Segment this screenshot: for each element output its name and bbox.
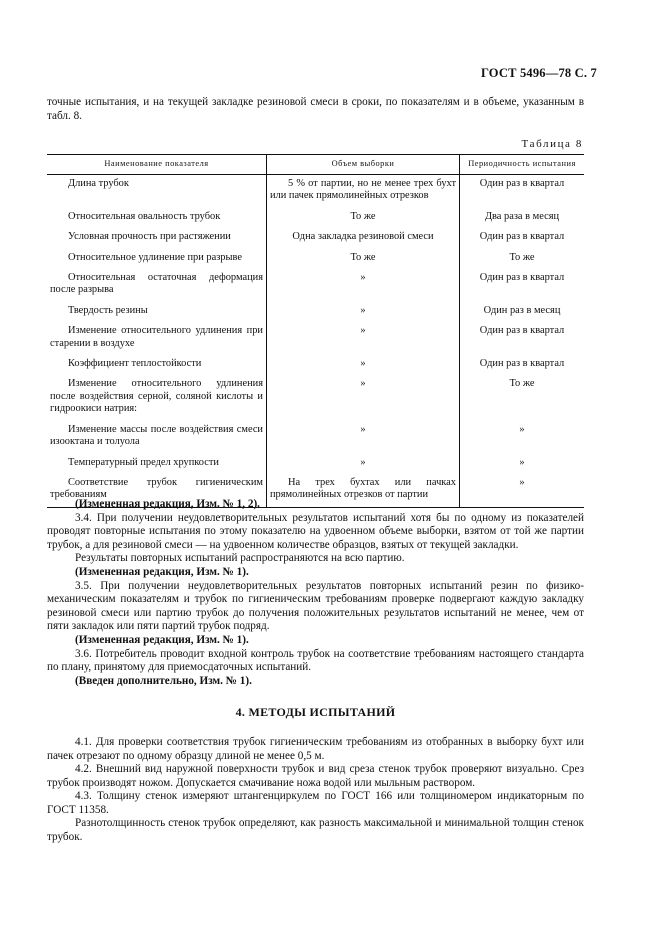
cell-name: Относительная остаточная деформация после разрыва xyxy=(50,272,263,296)
column-header-period: Периодичность испытания xyxy=(460,155,585,175)
amendment-note: (Введен дополнительно, Изм. № 1). xyxy=(75,674,252,687)
cell-name: Изменение относительного удлинения при старении в воздухе xyxy=(50,325,263,349)
paragraph-4-2: 4.2. Внешний вид наружной поверхности трубок и вид среза стенок трубок проверяют визуально. Срез трубок производят ножом. Допускается смачивание ножа водой или мыльным раствором. xyxy=(47,763,584,789)
table-row xyxy=(47,208,584,228)
paragraph-3-4: 3.4. При получении неудовлетворительных результатов испытаний хотя бы по одному из показателей проводят повторные испытания по этому показателю на удвоенном объеме выборки, взятом от той же партии трубок, а для резиновой смеси — на удвоенном количестве образцов, взятых от текущей закладки. xyxy=(47,511,584,551)
cell-period: Один раз в квартал xyxy=(460,175,585,208)
cell-period: Один раз в квартал xyxy=(460,322,585,355)
cell-period: » xyxy=(460,474,585,507)
cell-volume: » xyxy=(267,454,460,474)
table-row xyxy=(47,269,584,302)
paragraph-3-4-result: Результаты повторных испытаний распространяются на всю партию. xyxy=(75,552,405,565)
column-header-volume: Объем выборки xyxy=(267,155,460,175)
table-row xyxy=(47,175,584,208)
cell-volume: » xyxy=(267,302,460,322)
cell-period: То же xyxy=(460,375,585,420)
document-body xyxy=(47,498,584,845)
cell-volume: То же xyxy=(267,208,460,228)
cell-name: Твердость резины xyxy=(68,304,148,316)
table-row xyxy=(47,355,584,375)
paragraph-4-3-thickness: Разнотолщинность стенок трубок определяют, как разность максимальной и минимальной толщин стенок трубок. xyxy=(47,817,584,844)
paragraph-4-3: 4.3. Толщину стенок измеряют штангенциркулем по ГОСТ 166 или толщиномером индикаторным по ГОСТ 11358. xyxy=(47,790,584,816)
cell-period: Один раз в месяц xyxy=(460,302,585,322)
cell-name: Длина трубок xyxy=(68,178,129,189)
cell-period: Один раз в квартал xyxy=(460,228,585,248)
table-8 xyxy=(47,154,584,508)
table-row xyxy=(47,228,584,248)
paragraph-3-5: 3.5. При получении неудовлетворительных результатов повторных испытаний резин по физико-механическим показателям и трубок по гигиеническим требованиям проверке подвергают каждую закладку резиновой смеси или партию трубок до получения положительных результатов испытаний не менее, чем от пяти закладок или пяти партий трубок подряд. xyxy=(47,579,584,633)
amendment-note: (Измененная редакция, Изм. № 1, 2). xyxy=(75,498,260,510)
cell-volume: » xyxy=(267,269,460,302)
cell-name: Соответствие трубок гигиеническим требованиям xyxy=(47,474,267,507)
cell-volume: » xyxy=(267,421,460,454)
table-row xyxy=(47,454,584,474)
paragraph-4-1: 4.1. Для проверки соответствия трубок гигиеническим требованиям из отобранных в выборку бухт или пачек отрезают по одному образцу длиной не менее 0,5 м. xyxy=(47,735,584,762)
cell-period: » xyxy=(460,421,585,454)
amendment-note: (Измененная редакция, Изм. № 1). xyxy=(75,633,249,646)
amendment-note: (Измененная редакция, Изм. № 1). xyxy=(75,565,249,578)
cell-volume: То же xyxy=(267,249,460,269)
table-row xyxy=(47,322,584,355)
section-heading: 4. МЕТОДЫ ИСПЫТАНИЙ xyxy=(235,705,396,720)
cell-volume: Одна закладка резиновой смеси xyxy=(267,228,460,248)
cell-period: » xyxy=(460,454,585,474)
table-row xyxy=(47,375,584,420)
table-row xyxy=(47,302,584,322)
cell-volume: » xyxy=(267,375,460,420)
cell-period: Два раза в месяц xyxy=(460,208,585,228)
table-caption: Таблица 8 xyxy=(521,138,583,150)
page-header: ГОСТ 5496—78 С. 7 xyxy=(480,66,597,80)
cell-volume: 5 % от партии, но не менее трех бухт или пачек прямолинейных отрезков xyxy=(267,175,460,208)
cell-name: Условная прочность при растяжении xyxy=(68,231,231,243)
cell-name: Температурный предел хрупкости xyxy=(68,456,219,468)
cell-period: То же xyxy=(460,249,585,269)
cell-name: Относительное удлинение при разрыве xyxy=(68,251,242,263)
cell-name: Относительная овальность трубок xyxy=(68,210,221,222)
table-header-row xyxy=(47,155,584,175)
table-row xyxy=(47,421,584,454)
paragraph-3-6: 3.6. Потребитель проводит входной контроль трубок на соответствие требованиям настоящего стандарта по плану, принятому для приемосдаточных испытаний. xyxy=(47,647,584,674)
cell-volume: » xyxy=(267,322,460,355)
cell-volume: На трех бухтах или пачках прямолинейных отрезков от партии xyxy=(267,474,460,507)
cell-volume: » xyxy=(267,355,460,375)
cell-name: Коэффициент теплостойкости xyxy=(68,358,202,370)
table-row xyxy=(47,249,584,269)
cell-period: Один раз в квартал xyxy=(460,269,585,302)
cell-period: Один раз в квартал xyxy=(460,355,585,375)
cell-name: Изменение массы после воздействия смеси изооктана и толуола xyxy=(50,423,263,448)
cell-name: Изменение относительного удлинения после воздействия серной, соляной кислоты и гидроокиси натрия: xyxy=(50,378,263,415)
intro-paragraph: точные испытания, и на текущей закладке резиновой смеси в сроки, по показателям и в объеме, указанным в табл. 8. xyxy=(47,96,584,122)
column-header-name: Наименование показателя xyxy=(47,155,267,175)
